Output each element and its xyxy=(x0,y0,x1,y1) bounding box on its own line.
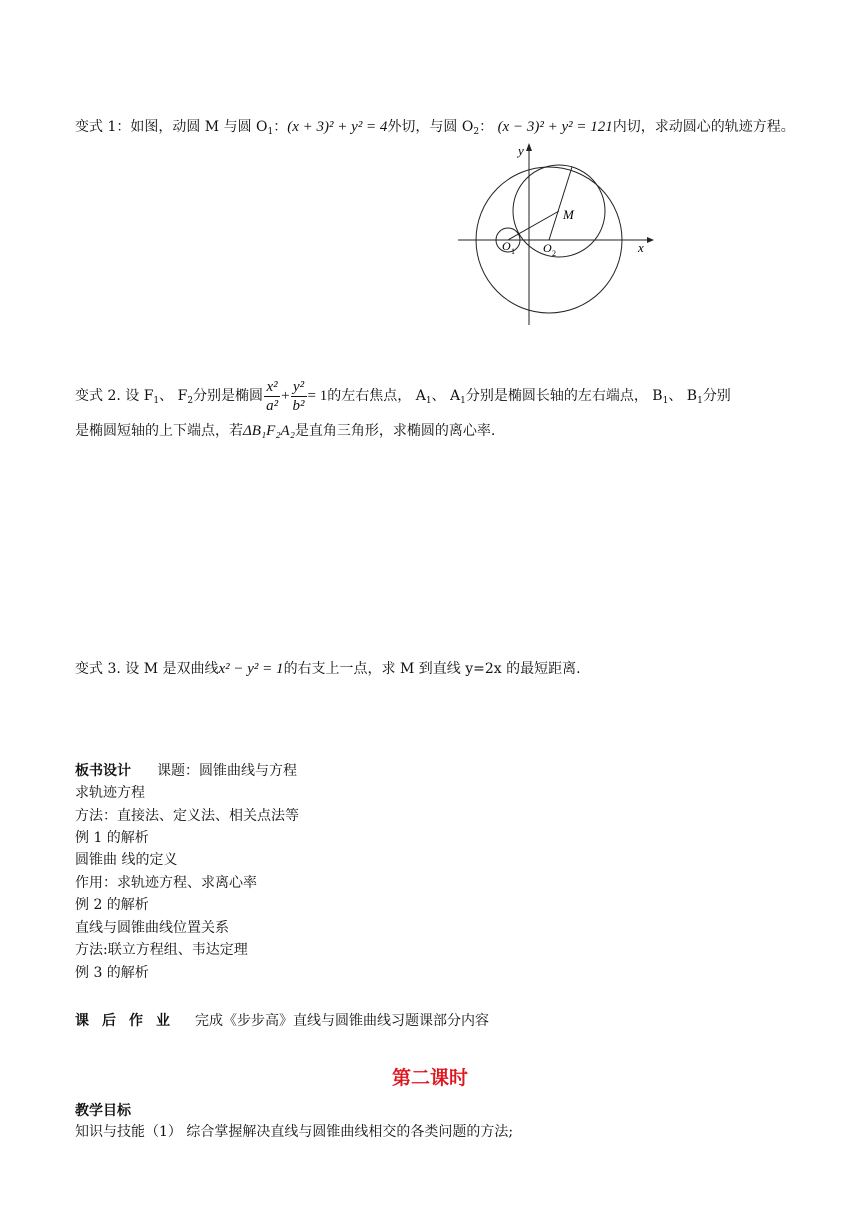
f1-subscript: 1 xyxy=(153,396,160,406)
point-o1-label: O xyxy=(502,239,511,253)
hyperbola-equation: x² − y² = 1 xyxy=(218,661,284,677)
y-axis-arrow xyxy=(526,143,532,151)
fraction1-denominator: a² xyxy=(266,397,279,414)
board-line: 求轨迹方程 xyxy=(75,785,145,801)
y-axis-label: y xyxy=(518,143,524,158)
board-heading-line xyxy=(75,761,297,781)
variant3-suffix: 的右支上一点，求 M 到直线 y=2x 的最短距离. xyxy=(283,661,581,677)
b1b-subscript: 1 xyxy=(697,396,703,406)
plus-sign: + xyxy=(281,388,290,404)
homework-content: 完成《步步高》直线与圆锥曲线习题课部分内容 xyxy=(195,1013,489,1029)
x-axis-label: x xyxy=(638,240,644,255)
o1-subscript: 1 xyxy=(267,127,274,137)
homework-heading: 课后作业 xyxy=(75,1013,183,1029)
variant1-text xyxy=(75,117,795,137)
fraction2-numerator: y² xyxy=(291,378,307,397)
fraction-y2-b2 xyxy=(291,378,307,415)
board-line: 例 3 的解析 xyxy=(75,965,149,981)
fraction1-numerator: x² xyxy=(264,378,280,397)
variant3-text xyxy=(75,659,581,679)
circle-o1-equation: (x + 3)² + y² = 4 xyxy=(287,119,388,135)
point-o2-label: O xyxy=(543,241,552,255)
variant1-mid: 外切，与圆 O xyxy=(387,119,474,135)
point-o1-subscript: 1 xyxy=(511,247,515,256)
board-line: 直线与圆锥曲线位置关系 xyxy=(75,920,229,936)
variant2-text-h: 分别 xyxy=(702,388,731,404)
point-o2-subscript: 2 xyxy=(552,249,556,258)
variant2-text-d: 的左右焦点， A xyxy=(327,388,426,404)
variant2-text-e: 、 A xyxy=(431,388,461,404)
f2-subscript: 2 xyxy=(187,396,194,406)
point-m-label: M xyxy=(563,207,574,222)
variant2-line2 xyxy=(75,421,495,441)
board-line: 例 2 的解析 xyxy=(75,897,149,913)
board-line: 圆锥曲 线的定义 xyxy=(75,852,178,868)
circle-o2-equation: (x − 3)² + y² = 121 xyxy=(497,119,613,135)
section2-title: 第二课时 xyxy=(391,1067,468,1089)
segment-o2-tangent xyxy=(549,167,572,240)
variant2-text-j: 是直角三角形，求椭圆的离心率. xyxy=(294,423,496,439)
circle-figure-svg xyxy=(455,140,655,330)
variant2-text-b: 、 F xyxy=(159,388,188,404)
variant1-prefix: 变式 1：如图，动圆 M 与圆 O xyxy=(75,119,268,135)
variant1-suffix: 内切，求动圆心的轨迹方程。 xyxy=(612,119,795,135)
variant2-line1 xyxy=(75,376,731,416)
a1-subscript: 1 xyxy=(425,396,432,406)
variant2-text-g: 、 B xyxy=(668,388,698,404)
board-line: 例 1 的解析 xyxy=(75,830,149,846)
fraction2-denominator: b² xyxy=(292,397,305,414)
board-line: 方法：直接法、定义法、相关点法等 xyxy=(75,808,299,824)
variant2-text-a: 变式 2. 设 F xyxy=(75,388,154,404)
variant1-colon1: ： xyxy=(273,119,288,135)
variant2-text-i: 是椭圆短轴的上下端点，若 xyxy=(75,423,243,439)
variant2-text-c: 分别是椭圆 xyxy=(193,388,264,404)
board-line: 方法:联立方程组、韦达定理 xyxy=(75,942,248,958)
variant2-text-f: 分别是椭圆长轴的左右端点， B xyxy=(465,388,663,404)
o2-subscript: 2 xyxy=(473,127,480,137)
variant3-prefix: 变式 3. 设 M 是双曲线 xyxy=(75,661,219,677)
equals-one: = 1 xyxy=(307,388,328,404)
circle-figure xyxy=(455,140,655,330)
fraction-x2-a2 xyxy=(264,378,280,415)
goals-heading: 教学目标 xyxy=(75,1103,131,1119)
homework-line xyxy=(75,1011,489,1031)
goal-1: 知识与技能（1） 综合掌握解决直线与圆锥曲线相交的各类问题的方法; xyxy=(75,1124,514,1140)
variant1-colon2: ： xyxy=(479,119,494,135)
triangle-expression: ΔB₁F₂A₂ xyxy=(243,423,295,439)
board-topic: 课题：圆锥曲线与方程 xyxy=(157,763,297,779)
x-axis-arrow xyxy=(647,237,654,243)
a1b-subscript: 1 xyxy=(460,396,466,406)
board-line: 作用：求轨迹方程、求离心率 xyxy=(75,875,257,891)
board-heading: 板书设计 xyxy=(75,763,131,779)
b1-subscript: 1 xyxy=(662,396,669,406)
